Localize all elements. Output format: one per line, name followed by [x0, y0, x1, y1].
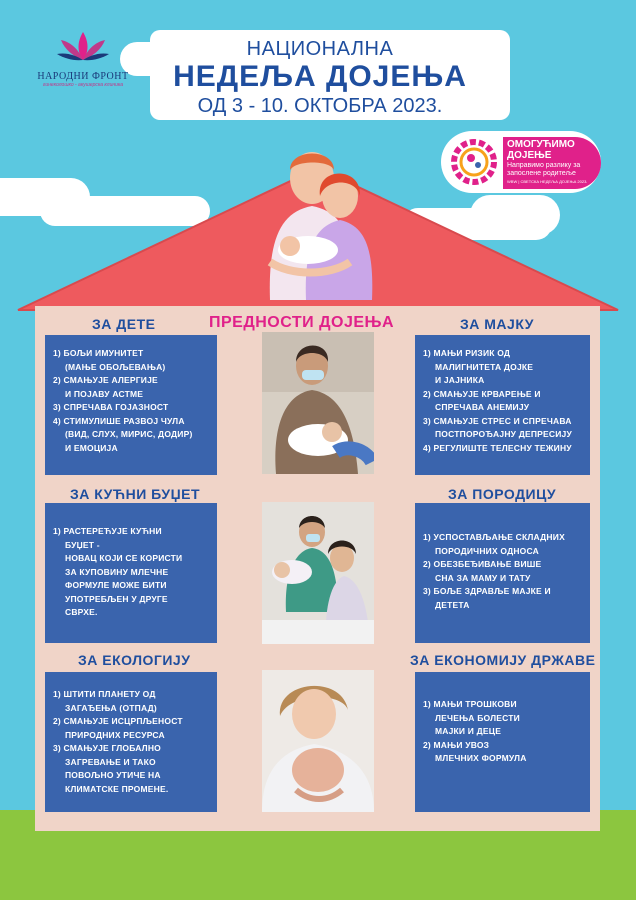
badge-line1: ОМОГУЋИМО [507, 139, 575, 150]
list-item: 1) МАЊИ РИЗИК ОД [423, 348, 511, 358]
title-line1: НАЦИОНАЛНА [246, 38, 394, 60]
title-line2: НЕДЕЉА ДОЈЕЊА [173, 60, 467, 93]
list-item: МЛЕЧНИХ ФОРМУЛА [435, 753, 527, 763]
badge-line4: WBW | СВЕТСКА НЕДЕЉА ДОЈЕЊА 2023. [507, 179, 588, 184]
list-item: И ЈАЈНИКА [435, 375, 485, 385]
list-item: (МАЊЕ ОБОЉЕВАЊА) [65, 361, 166, 372]
list-item: 2) СМАЊУЈЕ АЛЕРГИЈЕ [53, 375, 158, 385]
list-item: И ПОЈАВУ АСТМЕ [65, 388, 144, 399]
heading-ecology: ЗА ЕКОЛОГИЈУ [78, 652, 191, 668]
logo-name: НАРОДНИ ФРОНТ [37, 71, 129, 82]
photo-frame [262, 502, 374, 644]
list-item: 3) БОЉЕ ЗДРАВЉЕ МАЈКЕ И [423, 586, 551, 596]
list-item: ФОРМУЛЕ МОЖЕ БИТИ [65, 580, 167, 590]
panel-ecology [45, 672, 217, 812]
list-item: 2) МАЊИ УВОЗ [423, 739, 490, 750]
list-item: БУЏЕТ - [65, 539, 100, 550]
list-item: МАЈКИ И ДЕЦЕ [435, 726, 502, 736]
list-item: ПОСТПОРОЂАЈНУ ДЕПРЕСИЈУ [435, 429, 572, 439]
list-item: ПОВОЉНО УТИЧЕ НА [65, 770, 161, 780]
list-item: 3) СМАЊУЈЕ ГЛОБАЛНО [53, 743, 161, 753]
list-item: (ВИД, СЛУХ, МИРИС, ДОДИР) [65, 429, 193, 439]
main-heading: ПРЕДНОСТИ ДОЈЕЊА [209, 314, 395, 331]
list-item: НОВАЦ КОЈИ СЕ КОРИСТИ [65, 553, 183, 563]
list-item: 4) РЕГУЛИШТЕ ТЕЛЕСНУ ТЕЖИНУ [423, 442, 572, 453]
panel-economy [415, 672, 590, 812]
list-item: И ЕМОЦИЈА [65, 442, 118, 453]
list-item: 1) УСПОСТАВЉАЊЕ СКЛАДНИХ [423, 532, 565, 542]
panel-mother [415, 335, 590, 475]
list-item: 2) ОБЕЗБЕЂИВАЊЕ ВИШЕ [423, 559, 542, 569]
list-item: ЗАГРЕВАЊЕ И ТАКО [65, 756, 156, 767]
list-item: ЗА КУПОВИНУ МЛЕЧНЕ [65, 566, 169, 577]
list-item: 4) СТИМУЛИШЕ РАЗВОЈ ЧУЛА [53, 415, 185, 426]
list-item: УПОТРЕБЉЕН У ДРУГЕ [65, 593, 168, 604]
heading-mother: ЗА МАЈКУ [460, 316, 534, 332]
list-item: СПРЕЧАВА АНЕМИЈУ [435, 402, 530, 412]
list-item: 1) ШТИТИ ПЛАНЕТУ ОД [53, 689, 156, 699]
list-item: 3) СПРЕЧАВА ГОЈАЗНОСТ [53, 402, 169, 412]
list-item: 1) МАЊИ ТРОШКОВИ [423, 699, 517, 709]
list-item: ПОРОДИЧНИХ ОДНОСА [435, 545, 539, 556]
photo-mother-newborn [262, 670, 374, 812]
list-item: КЛИМАТСКЕ ПРОМЕНЕ. [65, 783, 169, 794]
list-item: СВРХЕ. [65, 607, 98, 617]
list-item: МАЛИГНИТЕТА ДОЈКЕ [435, 361, 534, 372]
heading-child: ЗА ДЕТЕ [92, 316, 156, 332]
list-item: ДЕТЕТА [435, 599, 470, 610]
title-line3: ОД 3 - 10. ОКТОБРА 2023. [197, 95, 443, 117]
heading-family: ЗА ПОРОДИЦУ [448, 486, 557, 502]
badge-line2: ДОЈЕЊЕ [507, 150, 552, 161]
logo-tagline: гинеколошко - акушерска клиника [42, 82, 124, 88]
photo-mother-breastfeeding [262, 332, 374, 474]
badge-line3: Направимо разлику за запослене родитеље [507, 162, 581, 177]
heading-budget: ЗА КУЋНИ БУЏЕТ [70, 486, 201, 502]
list-item: 1) РАСТЕРЕЋУЈЕ КУЋНИ [53, 526, 162, 536]
panel-family [415, 503, 590, 643]
list-item: 3) СМАЊУЈЕ СТРЕС И СПРЕЧАВА [423, 415, 572, 426]
list-item: 2) СМАЊУЈЕ КРВАРЕЊЕ И [423, 388, 541, 399]
house-roof [0, 0, 636, 320]
list-item: 2) СМАЊУЈЕ ИСЦРПЉЕНОСТ [53, 716, 183, 726]
panel-budget [45, 503, 217, 643]
list-item: ЛЕЧЕЊА БОЛЕСТИ [435, 712, 520, 723]
list-item: 1) БОЉИ ИМУНИТЕТ [53, 348, 144, 358]
list-item: СНА ЗА МАМУ И ТАТУ [435, 572, 531, 583]
list-item: ПРИРОДНИХ РЕСУРСА [65, 729, 165, 740]
photo-parents-newborn [262, 502, 374, 644]
heading-economy: ЗА ЕКОНОМИЈУ ДРЖАВЕ [410, 652, 596, 668]
photo-frame [262, 332, 374, 474]
panel-child [45, 335, 217, 475]
list-item: ЗАГАЂЕЊА (ОТПАД) [65, 702, 157, 713]
photo-frame [262, 670, 374, 812]
